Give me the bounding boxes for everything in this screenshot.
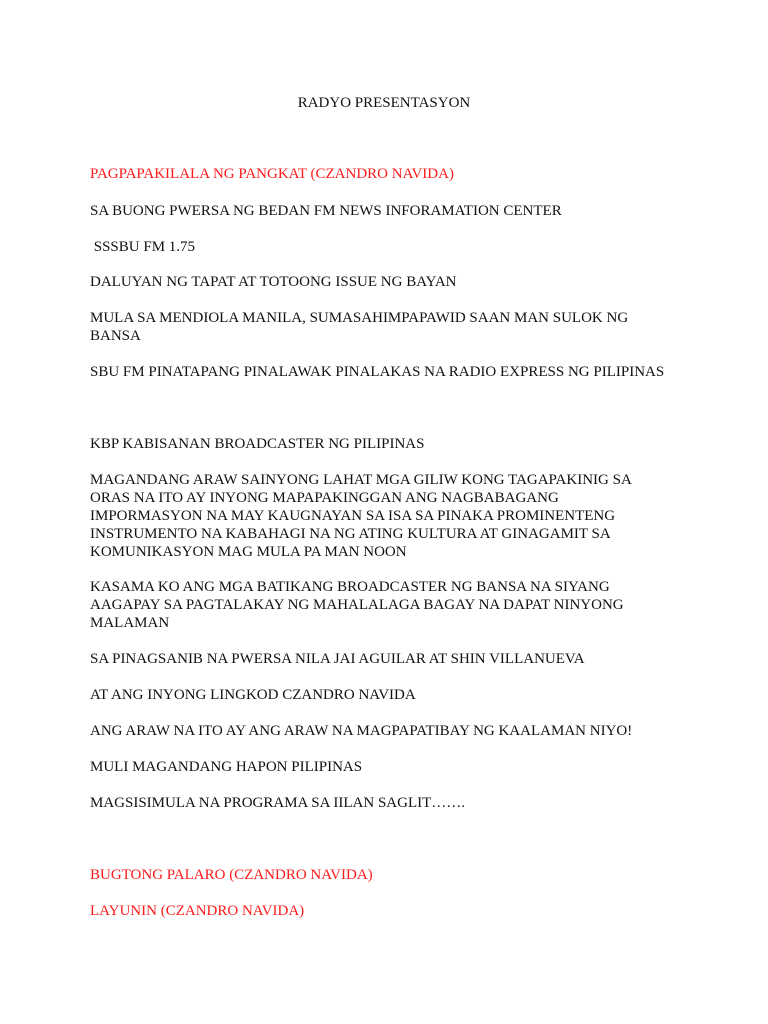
paragraph: KBP KABISANAN BROADCASTER NG PILIPINAS: [90, 436, 425, 452]
paragraph: MULA SA MENDIOLA MANILA, SUMASAHIMPAPAWID SAAN MAN SULOK NG BANSA: [90, 310, 632, 344]
paragraph: AT ANG INYONG LINGKOD CZANDRO NAVIDA: [90, 687, 416, 703]
paragraph: ANG ARAW NA ITO AY ANG ARAW NA MAGPAPATIBAY NG KAALAMAN NIYO!: [90, 723, 633, 739]
section-heading-bugtong: BUGTONG PALARO (CZANDRO NAVIDA): [90, 867, 373, 883]
paragraph: SSSBU FM 1.75: [90, 239, 196, 255]
section-heading-layunin: LAYUNIN (CZANDRO NAVIDA): [90, 903, 305, 919]
paragraph: MULI MAGANDANG HAPON PILIPINAS: [90, 759, 363, 775]
paragraph: DALUYAN NG TAPAT AT TOTOONG ISSUE NG BAYAN: [90, 274, 457, 290]
paragraph: KASAMA KO ANG MGA BATIKANG BROADCASTER NG BANSA NA SIYANG AAGAPAY SA PAGTALAKAY NG MAHALALAGA BAGAY NA DAPAT NINYONG MALAMAN: [90, 579, 628, 631]
section-heading-intro: PAGPAPAKILALA NG PANGKAT (CZANDRO NAVIDA): [90, 166, 454, 182]
paragraph: SA BUONG PWERSA NG BEDAN FM NEWS INFORAMATION CENTER: [90, 203, 562, 219]
paragraph: MAGSISIMULA NA PROGRAMA SA IILAN SAGLIT…….: [90, 795, 466, 811]
paragraph: MAGANDANG ARAW SAINYONG LAHAT MGA GILIW KONG TAGAPAKINIG SA ORAS NA ITO AY INYONG MAPAPAKINGGAN ANG NAGBABAGANG IMPORMASYON NA MAY KAUGNAYAN SA ISA SA PINAKA PROMINENTENG INSTRUMENTO NA KABAHAGI NA NG ATING KULTURA AT GINAGAMIT SA KOMUNIKASYON MAG MULA PA MAN NOON: [90, 472, 635, 560]
paragraph: SBU FM PINATAPANG PINALAWAK PINALAKAS NA RADIO EXPRESS NG PILIPINAS: [90, 364, 665, 380]
paragraph: SA PINAGSANIB NA PWERSA NILA JAI AGUILAR AT SHIN VILLANUEVA: [90, 651, 585, 667]
document-title: RADYO PRESENTASYON: [297, 95, 471, 111]
